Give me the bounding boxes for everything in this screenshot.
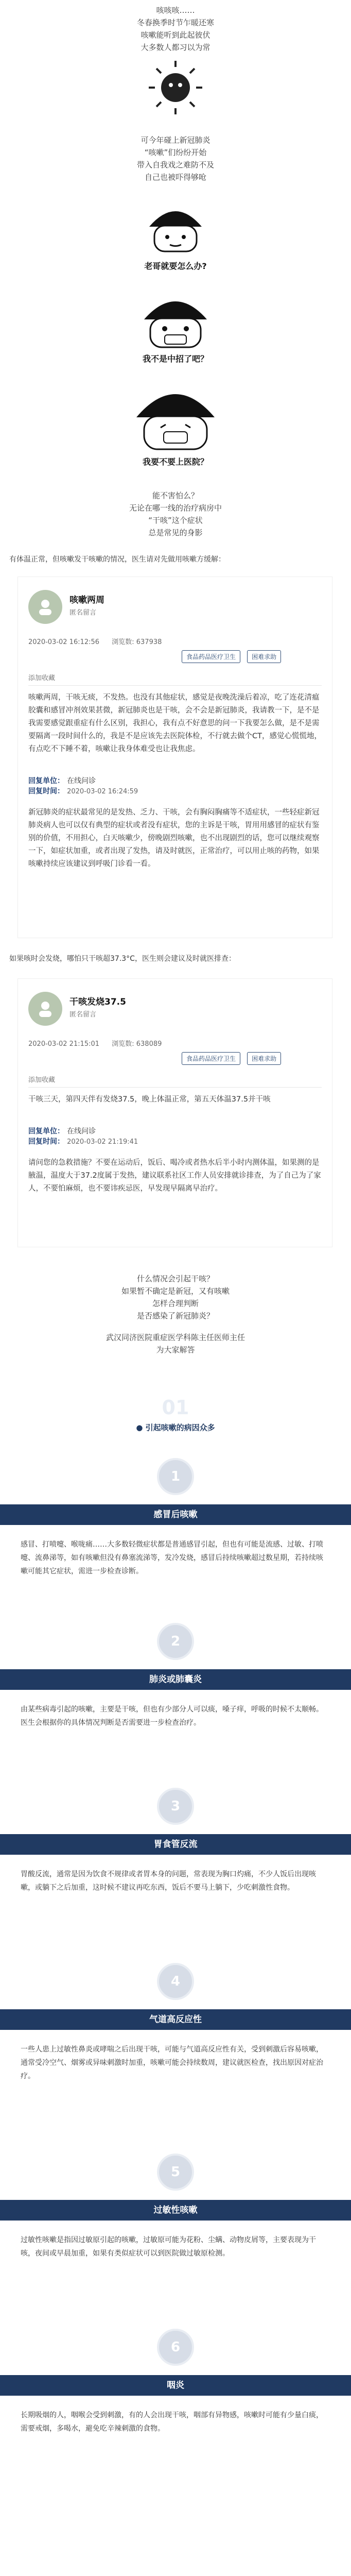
post-card-2: [18, 979, 332, 1247]
cause-number: 6: [157, 2329, 194, 2366]
reply-unit: 在线问诊: [67, 1127, 96, 1136]
middle-text: 如果咳时会发烧，哪怕只干咳超37.3°C，医生则会建议及时就医排查：: [9, 955, 236, 963]
views-count: 637938: [136, 638, 162, 646]
question-line: 如果暂不确定是新冠，又有咳嗽: [121, 1286, 230, 1296]
cause-text: 一些人患上过敏性鼻炎或哮喘之后出现干咳，可能与气道高反应性有关，受到刺激后容易咳嗽，通常受冷空气、烟雾或异味刺激时加重，咳嗽可能会持续数周，建议就医检查，找出原因对症治疗。: [21, 2045, 323, 2080]
intro-line: 能不害怕么？: [152, 491, 199, 500]
avatar: [28, 590, 62, 624]
intro-line: 带入自我戏之难防不及: [136, 160, 214, 170]
intro-block: [0, 4, 351, 54]
reply-time: 2020-03-02 21:19:41: [67, 1138, 138, 1146]
reply-time: 2020-03-02 16:24:59: [67, 788, 138, 795]
cartoon-panel-3: [0, 376, 351, 474]
intro-line: “干咳”这个症状: [148, 516, 203, 525]
post-content: 咳嗽两周，干咳无痰，不发热。也没有其他症状，感觉是夜晚洗澡后着凉，吃了连花清瘟胶囊和感冒冲剂效果甚微，新冠肺炎也是干咳，会不会是新冠肺炎，我请教一下，是不是我需要感觉跟重症有什么区别，我担心，我有点不好意思的问一下我要怎么做，是不是需要隔离一段时间什么的，我是不是应该先去医院体检，不行就去做个CT，感觉心慌慌地，有点吃不下睡不着，咳嗽让我身体难受也让我焦虑。: [28, 693, 322, 753]
post-card-1: [18, 577, 332, 938]
questions-block: [0, 1273, 351, 1356]
notice-text: 有体温正常，但咳嗽发干咳嗽的情况，医生请对先做用咳嗽方缓解：: [9, 555, 225, 564]
reply-header: [28, 1126, 138, 1146]
cause-text: 由某些病毒引起的咳嗽，主要是干咳，但也有少部分人可以痰，嗓子痒，呼吸的时候不太顺畅。医生会根据你的具体情况判断是否需要进一步检查治疗。: [21, 1705, 323, 1727]
reply-unit-label: 回复单位：: [28, 1127, 64, 1136]
virus-illustration: [0, 57, 351, 124]
cause-title: 咽炎: [167, 2380, 184, 2391]
cartoon-panel-1: [0, 196, 351, 273]
intro-after: [0, 489, 351, 539]
intro-line: 可今年碰上新冠肺炎: [141, 135, 210, 145]
cause-title: 气道高反应性: [149, 2014, 202, 2025]
cause-title: 肺炎或肺囊炎: [149, 1674, 202, 1685]
cause-title: 胃食管反流: [153, 1839, 198, 1850]
intro-line: 冬春换季时节乍暖还寒: [136, 18, 214, 27]
cause-text: 长期吸烟的人，咽喉会受到刺激，有的人会出现干咳，咽部有异物感，咳嗽时可能有少量白痰，需要戒烟，多喝水，避免吃辛辣刺激的食物。: [21, 2411, 323, 2433]
mushroom-masked-icon: [0, 283, 351, 350]
cartoon-caption: 我不是中招了吧？: [142, 354, 208, 364]
cause-text: 感冒、打喷嚏、喉咙痛……大多数轻微症状都是普通感冒引起，但也有可能是流感、过敏、打喷嚏、流鼻涕等，如有咳嗽但没有鼻塞流涕等，发冷发烧，感冒后持续咳嗽超过数星期，若持续咳嗽可能其它症状，需进一步检查诊断。: [21, 1540, 323, 1575]
cartoon-virus: [0, 57, 351, 124]
reply-time-label: 回复时间：: [28, 787, 64, 795]
post-username: 咳嗽两周: [69, 595, 104, 605]
intro-line: 自己也被吓得够呛: [144, 173, 206, 182]
cause-title: 过敏性咳嗽: [153, 2205, 198, 2215]
cause-text: 胃酸反流，通常是因为饮食不规律或者胃本身的问题，常表现为胸口灼痛，不少人饭后出现咳嗽，或躺下之后加重，这时候不建议再吃东西，饭后不要马上躺下，少吃刺激性食物。: [21, 1870, 316, 1892]
post-content: 干咳三天，第四天伴有发烧37.5，晚上体温正常，第五天体温37.5并干咳: [28, 1095, 271, 1104]
tag[interactable]: 困难求助: [247, 1052, 281, 1065]
reply-unit-label: 回复单位：: [28, 777, 64, 785]
post-meta: [28, 636, 162, 646]
reply-time-label: 回复时间：: [28, 1138, 64, 1146]
post-tags: [178, 650, 281, 663]
question-line: 怎样合理判断: [152, 1299, 199, 1308]
intro-line: 咳嗽能听到此起彼伏: [141, 30, 210, 40]
cartoon-caption: 我要不要上医院？: [142, 457, 208, 467]
section-caption-text: 引起咳嗽的病因众多: [145, 1423, 215, 1432]
caption-icon: ●: [136, 1423, 143, 1432]
views-count: 638089: [136, 1040, 162, 1048]
intro-line: 咳咳咳……: [156, 6, 195, 15]
cause-number: 4: [157, 1963, 194, 2000]
post-meta: [28, 1038, 162, 1048]
tag[interactable]: 食品药品医疗卫生: [182, 650, 240, 663]
post-anon: 匿名留言: [69, 1011, 97, 1019]
cause-number: 2: [157, 1623, 194, 1660]
post-date: 2020-03-02 21:15:01: [28, 1040, 100, 1048]
mushroom-large-masked-icon: [0, 376, 351, 453]
add-follow-link[interactable]: 添加收藏: [28, 1076, 56, 1084]
reply-content: 新冠肺炎的症状最常见的是发热、乏力、干咳，会有胸闷胸痛等不适症状，一些轻症新冠肺炎病人也可以仅有典型的症状或者没有症状，您的主诉是干咳，胃用用感冒的症状有鉴别的价值，不用担心，白天咳嗽少，傍晚剧烈咳嗽，也不出现剧烈的话，您可以继续观察一下，如症状加重，或者出现了发热，请及时就医，正常治疗，可以用止咳的药物，如果咳嗽持续应该建议到呼吸门诊看一看。: [28, 808, 320, 868]
cause-title: 感冒后咳嗽: [153, 1510, 198, 1520]
post-tags: [178, 1052, 281, 1065]
reply-content: 请问您的急救措施？不要在运动后，饭后、喝冷或者热水后半小时内测体温，如果测的是腋温，温度大于37.2度属于发热，建议联系社区工作人员安排就诊排查，为了自己为了家人，不要怕麻烦，也不要讳疾忌医，早发现早隔离早治疗。: [28, 1159, 321, 1193]
intro-line: 总是常见的身影: [148, 528, 203, 537]
cartoon-caption: 老哥就要怎么办?: [144, 261, 207, 271]
question-line: 为大家解答: [156, 1345, 195, 1354]
question-line: 是否感染了新冠肺炎？: [136, 1311, 214, 1320]
reply-unit: 在线问诊: [67, 777, 96, 785]
post-username: 干咳发烧37.5: [69, 997, 126, 1007]
intro-line: “咳嗽”们纷纷开始: [144, 148, 207, 157]
cause-number: 5: [157, 2154, 194, 2191]
add-follow-link[interactable]: 添加收藏: [28, 674, 56, 682]
question-line: 武汉同济医院重症医学科陈主任医师主任: [106, 1333, 245, 1342]
reply-header: [28, 775, 138, 796]
views-label: 浏览数:: [112, 638, 134, 646]
cause-text: 过敏性咳嗽是指因过敏原引起的咳嗽，过敏原可能为花粉、尘螨、动物皮屑等，主要表现为干咳，夜间或早晨加重，如果有类似症状可以到医院做过敏原检测。: [21, 2236, 316, 2258]
intro-line: 无论在哪一线的治疗病房中: [129, 503, 222, 513]
tag[interactable]: 食品药品医疗卫生: [182, 1052, 240, 1065]
avatar: [28, 992, 62, 1026]
intro-block-2: [0, 134, 351, 183]
section-number: 01: [162, 1396, 189, 1419]
views-label: 浏览数:: [112, 1040, 134, 1048]
intro-line: 大多数人都习以为常: [141, 43, 210, 52]
section-caption: [103, 1422, 248, 1433]
post-date: 2020-03-02 16:12:56: [28, 638, 100, 646]
cause-number: 1: [157, 1458, 194, 1495]
mushroom-face-icon: [0, 196, 351, 258]
post-anon: 匿名留言: [69, 609, 97, 617]
cause-number: 3: [157, 1788, 194, 1825]
cartoon-panel-2: [0, 283, 351, 366]
question-line: 什么情况会引起干咳？: [136, 1274, 214, 1283]
tag[interactable]: 困难求助: [247, 650, 281, 663]
